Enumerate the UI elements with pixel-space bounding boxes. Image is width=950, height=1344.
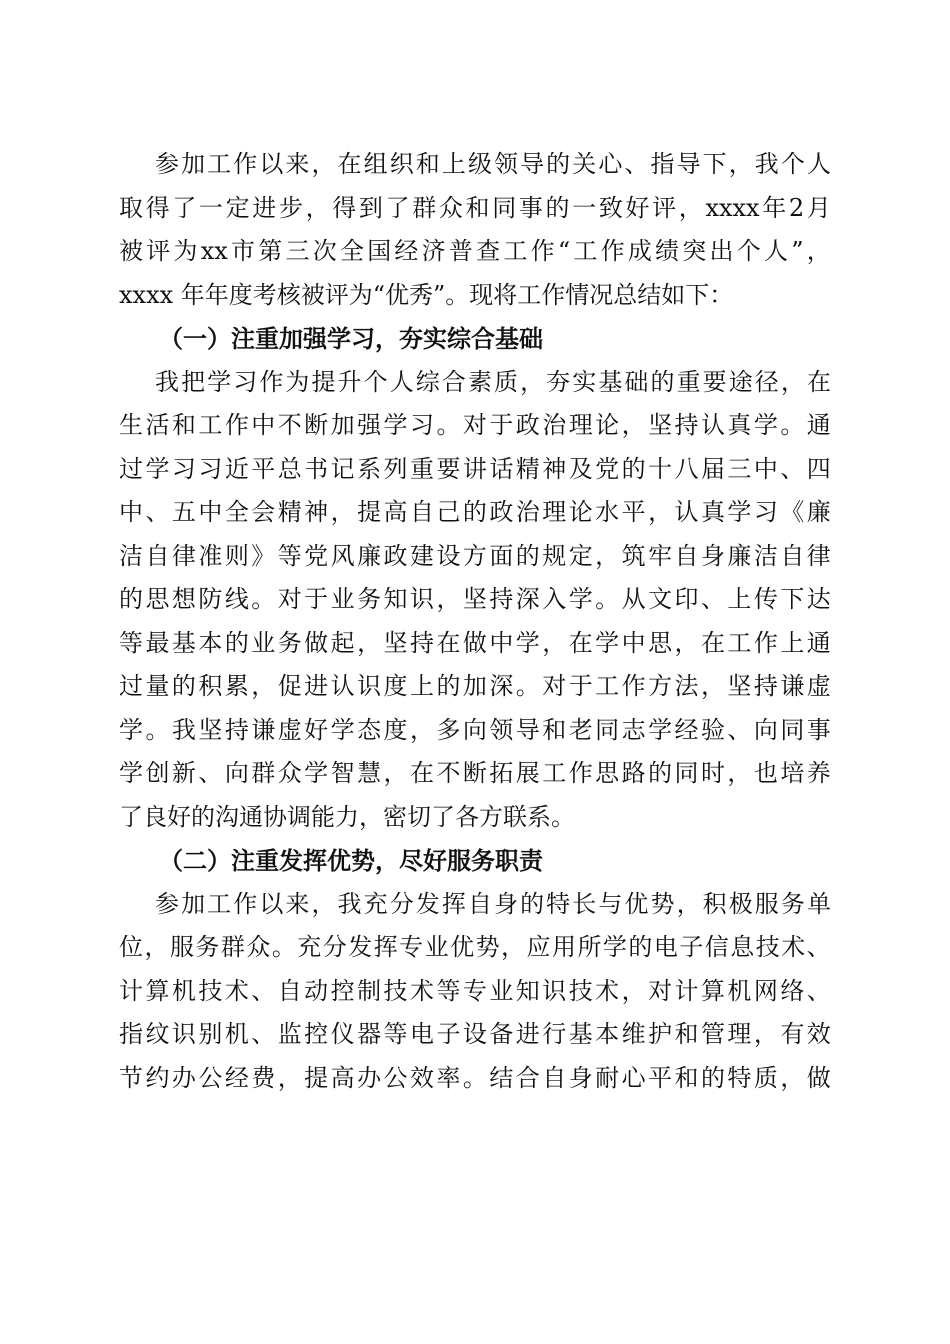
section-heading: （二）注重发挥优势，尽好服务职责 xyxy=(159,846,543,875)
paragraph-line: 学 。 我 坚 持 谦 虚 好 学 态 度 ， 多 向 领 导 和 老 同 志 学 经 验 、 向 同 事 xyxy=(119,715,831,744)
paragraph-line: 过 量 的 积 累 ， 促 进 认 识 度 上 的 加 深 。 对 于 工 作 方 法 ， 坚 持 谦 虚 xyxy=(119,672,831,700)
paragraph-line: 位 ， 服 务 群 众 。 充 分 发 挥 专 业 优 势 ， 应 用 所 学 的 电 子 信 息 技 术 、 xyxy=(119,933,831,961)
paragraph-line: 被 评 为 xx 市 第 三 次 全 国 经 济 普 查 工 作 “ 工 作 成 绩 突 出 个 人 ” ， xyxy=(119,237,831,265)
paragraph-line: 指 纹 识 别 机 、 监 控 仪 器 等 电 子 设 备 进 行 基 本 维 护 和 管 理 ， 有 效 xyxy=(119,1020,831,1048)
document-body xyxy=(119,143,831,1100)
paragraph-line: 生 活 和 工 作 中 不 断 加 强 学 习 。 对 于 政 治 理 论 ， 坚 持 认 真 学 。 通 xyxy=(119,411,831,439)
paragraph-line: 学 创 新 、 向 群 众 学 智 慧 ， 在 不 断 拓 展 工 作 思 路 的 同 时 ， 也 培 养 xyxy=(119,759,831,787)
paragraph-line: 计 算 机 技 术 、 自 动 控 制 技 术 等 专 业 知 识 技 术 ， 对 计 算 机 网 络 、 xyxy=(119,976,831,1005)
paragraph-line: 节 约 办 公 经 费 ， 提 高 办 公 效 率 。 结 合 自 身 耐 心 平 和 的 特 质 ， 做 xyxy=(119,1063,831,1092)
paragraph-line: 的 思 想 防 线 。 对 于 业 务 知 识 ， 坚 持 深 入 学 。 从 文 印 、 上 传 下 达 xyxy=(119,585,831,613)
paragraph-line: 洁 自 律 准 则 》 等 党 风 廉 政 建 设 方 面 的 规 定 ， 筑 牢 自 身 廉 洁 自 律 xyxy=(119,541,831,570)
paragraph-line: 中 、 五 中 全 会 精 神 ， 提 高 自 己 的 政 治 理 论 水 平 ， 认 真 学 习 《 廉 xyxy=(119,498,831,526)
paragraph-line: 我 把 学 习 作 为 提 升 个 人 综 合 素 质 ， 夯 实 基 础 的 重 要 途 径 ， 在 xyxy=(155,367,831,396)
paragraph-line: 等 最 基 本 的 业 务 做 起 ， 坚 持 在 做 中 学 ， 在 学 中 思 ， 在 工 作 上 通 xyxy=(119,628,831,657)
paragraph-line: 了良好的沟通协调能力，密切了各方联系。 xyxy=(119,802,575,831)
paragraph-line: 参 加 工 作 以 来 ， 在 组 织 和 上 级 领 导 的 关 心 、 指 导 下 ， 我 个 人 xyxy=(155,150,831,178)
paragraph-line: xxxx 年年度考核被评为“优秀”。现将工作情况总结如下： xyxy=(119,280,734,309)
paragraph-line: 过 学 习 习 近 平 总 书 记 系 列 重 要 讲 话 精 神 及 党 的 十 八 届 三 中 、 四 xyxy=(119,454,831,483)
section-heading: （一）注重加强学习，夯实综合基础 xyxy=(159,324,543,353)
paragraph-line: 取 得 了 一 定 进 步 ， 得 到 了 群 众 和 同 事 的 一 致 好 评 ， xxxx 年 2 月 xyxy=(119,193,831,222)
paragraph-line: 参 加 工 作 以 来 ， 我 充 分 发 挥 自 身 的 特 长 与 优 势 ， 积 极 服 务 单 xyxy=(155,889,831,918)
